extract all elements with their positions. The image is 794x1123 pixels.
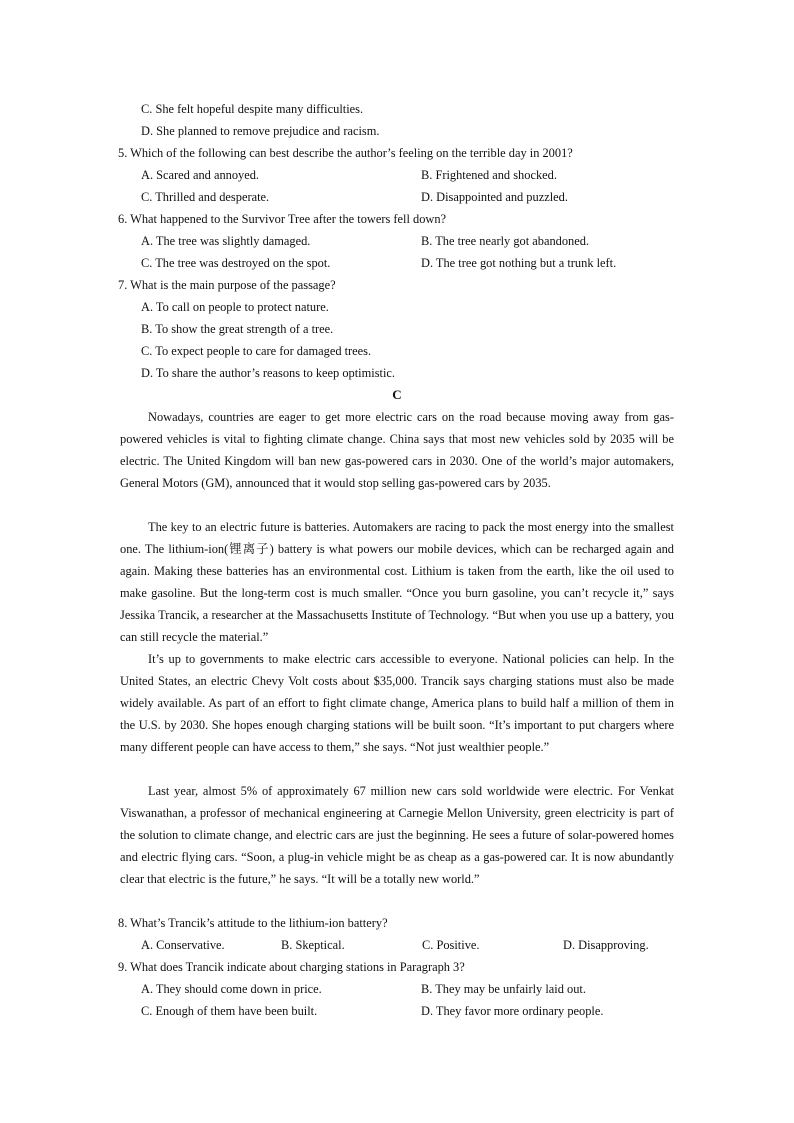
q6-option-a: A. The tree was slightly damaged. (141, 234, 311, 248)
q6-option-b: B. The tree nearly got abandoned. (421, 234, 590, 248)
q5-option-d: D. Disappointed and puzzled. (421, 190, 568, 204)
q9-question: 9. What does Trancik indicate about charging stations in Paragraph 3? (118, 960, 465, 974)
passage-paragraph-2: The key to an electric future is batteries. Automakers are racing to pack the most energy into the smallest one. The lithium-ion(锂离子) battery is what powers our mobile devices, which can be recharged again and again. Making these batteries has an environmental cost. Lithium is taken from the earth, like the oil used to make gasoline. But the long-term cost is much smaller. “Once you burn gasoline, you can’t recycle it,” says Jessika Trancik, a researcher at the Massachusetts Institute of Technology. “But when you use up a battery, you can still recycle the material.” (120, 520, 674, 644)
q8-option-b: B. Skeptical. (281, 938, 345, 952)
q9-option-a: A. They should come down in price. (141, 982, 322, 996)
q8-option-c: C. Positive. (422, 938, 480, 952)
q5-option-c: C. Thrilled and desperate. (141, 190, 270, 204)
q9-option-c: C. Enough of them have been built. (141, 1004, 318, 1018)
q6-option-c: C. The tree was destroyed on the spot. (141, 256, 331, 270)
q6-question: 6. What happened to the Survivor Tree after the towers fell down? (118, 212, 447, 226)
q8-option-d: D. Disapproving. (563, 938, 649, 952)
q9-option-d: D. They favor more ordinary people. (421, 1004, 604, 1018)
q7-option-b: B. To show the great strength of a tree. (141, 322, 334, 336)
passage-paragraph-1: Nowadays, countries are eager to get more electric cars on the road because moving away from gas-powered vehicles is vital to fighting climate change. China says that most new vehicles sold by 2035 will be electric. The United Kingdom will ban new gas-powered cars in 2030. One of the world’s major automakers, General Motors (GM), announced that it would stop selling gas-powered cars by 2035. (120, 410, 674, 490)
q6-option-d: D. The tree got nothing but a trunk left. (421, 256, 617, 270)
q4-option-c: C. She felt hopeful despite many difficulties. (141, 102, 364, 116)
q7-option-c: C. To expect people to care for damaged trees. (141, 344, 372, 358)
passage-paragraph-3: It’s up to governments to make electric cars accessible to everyone. National policies can help. In the United States, an electric Chevy Volt costs about $35,000. Trancik says charging stations must also be made widely available. As part of an effort to fight climate change, America plans to build half a million of them in the U.S. by 2030. She hopes enough charging stations will be built soon. “It’s important to put chargers where many different people can have access to them,” she says. “Not just wealthier people.” (120, 652, 674, 754)
q8-option-a: A. Conservative. (141, 938, 225, 952)
q4-option-d: D. She planned to remove prejudice and racism. (141, 124, 380, 138)
q5-option-b: B. Frightened and shocked. (421, 168, 557, 182)
q9-option-b: B. They may be unfairly laid out. (421, 982, 586, 996)
q8-question: 8. What’s Trancik’s attitude to the lithium-ion battery? (118, 916, 388, 930)
q7-option-a: A. To call on people to protect nature. (141, 300, 329, 314)
q7-option-d: D. To share the author’s reasons to keep optimistic. (141, 366, 396, 380)
q7-question: 7. What is the main purpose of the passage? (118, 278, 336, 292)
q5-question: 5. Which of the following can best describe the author’s feeling on the terrible day in 2001? (118, 146, 573, 160)
section-c-heading: C (392, 387, 402, 402)
passage-paragraph-4: Last year, almost 5% of approximately 67 million new cars sold worldwide were electric. For Venkat Viswanathan, a professor of mechanical engineering at Carnegie Mellon University, green electricity is part of the solution to climate change, and electric cars are just the beginning. He sees a future of solar-powered homes and electric flying cars. “Soon, a plug-in vehicle might be as cheap as a gas-powered car. It is now abundantly clear that electric is the future,” he says. “It will be a totally new world.” (120, 784, 674, 886)
q5-option-a: A. Scared and annoyed. (141, 168, 260, 182)
